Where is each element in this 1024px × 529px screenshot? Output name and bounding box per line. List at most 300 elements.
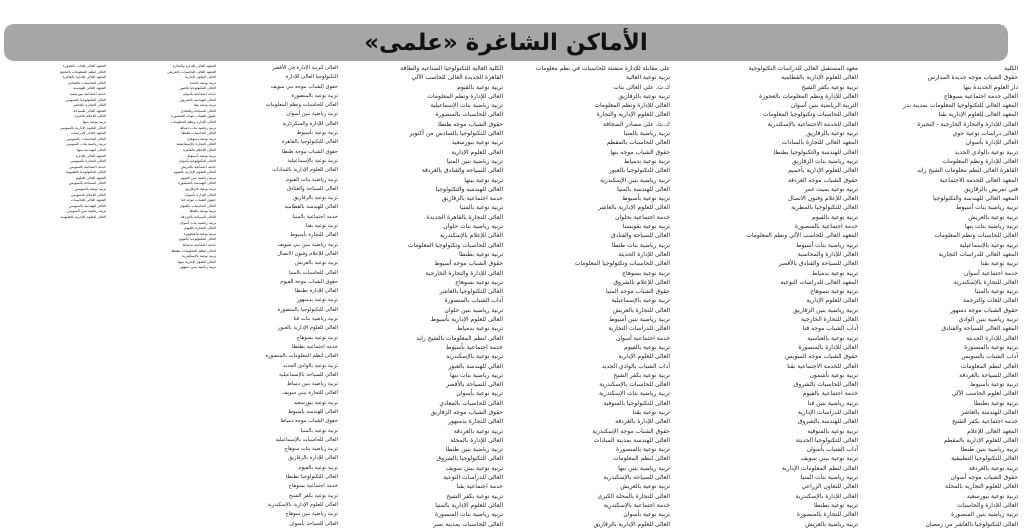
vacancy-line: تربية نوعية بالزقازيق bbox=[184, 187, 216, 192]
vacancy-line: العالى للتكنولوجيا بالعبور bbox=[179, 86, 216, 91]
vacancy-line: تربية نوعية ببنها bbox=[464, 176, 503, 184]
vacancy-line: العالى للتكنولوجيا بالسويس bbox=[65, 97, 106, 102]
vacancy-line: تربية نوعية بأسيوط bbox=[296, 130, 338, 137]
vacancy-line: ك.ث. على مصادر الصحافة bbox=[603, 120, 670, 128]
vacancy-line: تربية نوعية بالفيوم bbox=[624, 343, 670, 351]
vacancy-line: تربية نوعية بالوادي الجديد bbox=[954, 148, 1018, 156]
vacancy-line: العالى لنظم المعلومات bbox=[960, 362, 1018, 370]
vacancy-line: المعهد العالى للتكنولوجيا المعلومات بمدينة بدر bbox=[903, 102, 1018, 110]
vacancy-line: تربية نوعية بالغردقة bbox=[968, 464, 1018, 472]
vacancy-line: خدمة اجتماعية بأسيوط bbox=[445, 343, 503, 351]
vacancy-line: العالى لنظم المعلومات bbox=[612, 455, 670, 463]
vacancy-line: العالى لنظم المعلومات بالتجمع bbox=[60, 69, 106, 74]
vacancy-line: العالى للدراسات التجارية bbox=[608, 325, 670, 333]
vacancy-line: العالى للإدارة بالمحلة bbox=[450, 436, 503, 444]
vacancy-line: العالى للهندسة بمدينة السادات bbox=[593, 436, 670, 444]
vacancy-line: تربية رياضية بنين سوهاج bbox=[285, 511, 338, 518]
vacancy-line: تربية نوعية بالعريش bbox=[620, 483, 670, 491]
vacancy-line: العالى للإدارة بطنطا bbox=[294, 288, 338, 295]
vacancy-line: العالى للحاسبات بالإسكندرية bbox=[599, 381, 670, 389]
vacancy-line: العالى للتجارة ببني سويف bbox=[282, 390, 338, 397]
vacancy-line: العالى للإدارة بالغردقة bbox=[615, 418, 670, 426]
vacancy-line: تربية رياضية بنين أسيوط bbox=[609, 316, 670, 324]
vacancy-line: العالى للإدارة بالإسكندرية bbox=[795, 492, 858, 500]
vacancy-line: العالى للحاسبات بالفيوم bbox=[180, 203, 216, 208]
vacancy-line: العالى للتجارة بالإسماعيلية bbox=[176, 142, 216, 147]
vacancy-line: العالى للإدارة ونظم المعلومات bbox=[170, 119, 216, 124]
vacancy-line: تربية رياضية بنات الزقازيق bbox=[792, 157, 858, 165]
vacancy-line: على مقابلة للإدارة منشئة للحاسبات في نظم معلومات bbox=[535, 65, 670, 72]
vacancy-line: خدمة اجتماعية بالعريش bbox=[180, 164, 216, 169]
vacancy-column bbox=[510, 64, 670, 528]
vacancy-line: المعهد العالى للسياحة والفنادق bbox=[941, 325, 1018, 333]
vacancy-line: خدمة اجتماعية بقنا bbox=[456, 483, 503, 491]
vacancy-line: حقوق الشباب موجه أسيوط bbox=[434, 260, 503, 268]
vacancy-line: الكلية bbox=[1004, 65, 1018, 72]
vacancy-line: تربية نوعية بالمنيا bbox=[974, 288, 1018, 296]
vacancy-line: العالى للتكنولوجيا بالقاهرة bbox=[281, 139, 338, 146]
vacancy-line: تربية نوعية بسوهاج bbox=[810, 288, 858, 296]
vacancy-line: تربية رياضية بنين أسوان bbox=[286, 111, 338, 118]
vacancy-line: العالى للإدارة الحديثة bbox=[966, 334, 1018, 342]
vacancy-line: آداب الشباب بالسويس bbox=[961, 353, 1018, 361]
vacancy-line: العالى للتكنولوجيا الحديثة bbox=[795, 436, 858, 444]
vacancy-line: خدمة اجتماعية ببورسعيد bbox=[69, 91, 106, 96]
vacancy-line: العالى للعلوم الإدارية بالقليوبية bbox=[60, 215, 106, 220]
vacancy-line: خدمة اجتماعية بالمنصورة bbox=[794, 223, 858, 231]
vacancy-line: العالى للعلوم الإدارية بالعبور bbox=[277, 325, 338, 332]
vacancy-line: العالى للتكنولوجيا بالعبور bbox=[608, 167, 670, 175]
vacancy-line: العالى لنظم المعلومات بالشيخ زايد bbox=[416, 334, 503, 342]
vacancy-line: العالى للإدارة ونظم المعلومات بالعجوزة bbox=[759, 92, 858, 100]
vacancy-line: تربية رياضية بنين الإسكندرية bbox=[600, 176, 670, 184]
vacancy-line: المعهد العالى للإدارة bbox=[75, 153, 106, 158]
vacancy-line: العالى للسياحة والفنادق بالأقصر bbox=[778, 260, 858, 268]
vacancy-line: تربية نوعية بميت غمر bbox=[804, 185, 858, 193]
vacancy-line: العالى للإدارة ونظم المعلومات bbox=[427, 92, 503, 100]
vacancy-line: تربية نوعية بطنطا bbox=[458, 250, 503, 258]
vacancy-line: العالى للغات والترجمة bbox=[963, 297, 1018, 305]
vacancy-line: تربية نوعية بالمنيا bbox=[190, 80, 216, 85]
vacancy-line: تربية نوعية ببنها bbox=[82, 119, 106, 124]
vacancy-line: تربية نوعية بالإسكندرية bbox=[181, 254, 216, 259]
vacancy-line: آداب الشباب بالوادي الجديد bbox=[601, 362, 670, 370]
vacancy-line: العالى للهندسة بالمنصورة bbox=[177, 181, 216, 186]
vacancy-line: تربية نوعية بسوهاج bbox=[296, 334, 338, 341]
vacancy-line: العالى للحاسبات بالمعادي bbox=[67, 80, 106, 85]
vacancy-line: حقوق الشباب موجه طنطا bbox=[281, 148, 338, 155]
vacancy-line: تربية رياضية بنين الفيوم bbox=[180, 175, 216, 180]
vacancy-line: تربية نوعية ببورسعيد bbox=[451, 139, 503, 147]
vacancy-line: العالى للإعلام وفنون الاتصال bbox=[277, 250, 338, 257]
vacancy-line: حقوق الشباب موجه قنا bbox=[181, 198, 216, 203]
vacancy-line: العالى للتكنولوجيا بأسوان bbox=[178, 159, 216, 164]
vacancy-line: العالى للإدارة بأسوان bbox=[184, 192, 216, 197]
vacancy-line: العالى للإعلام بالقاهرة bbox=[183, 147, 216, 152]
vacancy-line: العالى للحاسبات بالإسماعيلية bbox=[275, 436, 338, 443]
vacancy-line: العالى للعلوم الإدارية بالقطامية bbox=[781, 74, 858, 82]
vacancy-line: المعهد العالى للغات بالعجوزة bbox=[62, 64, 106, 68]
vacancy-line: تربية رياضية بنين الوادي bbox=[958, 316, 1018, 324]
vacancy-line: حقوق الشباب موجه بنها bbox=[610, 148, 670, 156]
vacancy-line: ك.ث. على العالى بنات bbox=[613, 83, 670, 91]
vacancy-line: العالى للعلوم الإدارية bbox=[806, 297, 858, 305]
vacancy-line: حقوق الشباب موجه الغردقة bbox=[787, 176, 858, 184]
vacancy-line: تربية نوعية بالإسماعيلية bbox=[287, 157, 338, 164]
vacancy-line: العالى للخدمة الاجتماعية بقنا bbox=[787, 362, 858, 370]
vacancy-line: تربية نوعية بالمنصورة bbox=[616, 446, 670, 454]
vacancies-columns bbox=[0, 64, 1024, 528]
vacancy-line: المعهد العالى للهندسة bbox=[73, 86, 106, 91]
vacancy-line: العالى للتجارة بالمنصورة bbox=[796, 511, 858, 519]
vacancy-line: العالى للتكنولوجيا بالمنوفية bbox=[603, 399, 670, 407]
vacancy-line: العالى للعلوم الإدارية bbox=[618, 353, 670, 361]
vacancy-line: تربية نوعية بالغردقة bbox=[453, 427, 503, 435]
vacancy-line: العالى للعلوم الإدارية بالسويس bbox=[60, 125, 106, 130]
vacancy-line: تربية نوعية ببورسعيد bbox=[966, 492, 1018, 500]
vacancy-line: تربية نوعية بكفر الشيخ bbox=[613, 371, 670, 379]
vacancy-line: العالى للهندسة بالعاشر bbox=[960, 408, 1018, 416]
vacancy-line: العالى للحاسبات بالمنيا bbox=[288, 269, 338, 276]
vacancy-line: العالى للإدارة والسكرتارية bbox=[282, 120, 338, 127]
vacancy-line: خدمة اجتماعية بالمنيا bbox=[292, 213, 338, 220]
vacancy-line: معهد المستقبل العالى للدراسات التكنولوجية bbox=[748, 65, 858, 72]
vacancy-line: المعهد العالى للدراسات bbox=[70, 131, 106, 136]
vacancy-column bbox=[112, 64, 216, 519]
vacancy-line: تربية رياضية بنات بنها bbox=[965, 223, 1018, 231]
vacancy-line: العالى للهندسة ببنها bbox=[76, 147, 106, 152]
vacancy-line: المعهد العالى للخدمة الاجتماعية bbox=[939, 176, 1018, 184]
vacancy-line: تربية نوعية بالإسماعيلية bbox=[611, 297, 670, 305]
vacancy-line: العالى للعلوم الإدارية والتجارة bbox=[596, 111, 670, 119]
vacancy-line: المعهد العالى للحاسب الآلي ونظم المعلومات bbox=[746, 232, 858, 240]
vacancy-line: المعهد العالى للعلوم bbox=[75, 175, 106, 180]
vacancy-line: المعهد العالى للإدارة بالقاهرة bbox=[62, 75, 106, 80]
vacancy-line: العالى للتجارة بأسيوط bbox=[290, 232, 338, 239]
vacancy-line: العالى للحاسبات ونظم المعلومات bbox=[934, 232, 1018, 240]
vacancy-line: التكنولوجيا العالى للإدارة bbox=[285, 74, 338, 81]
vacancy-line: العالى للعلوم الإدارية bbox=[451, 148, 503, 156]
vacancy-line: تربية رياضية بنين المنيا bbox=[446, 157, 503, 165]
vacancy-line: حقوق الشباب موجه جديدة المدارس bbox=[927, 74, 1018, 82]
vacancy-line: القاهرة الجديدة العالى للحاسب الآلي bbox=[411, 74, 503, 82]
vacancy-line: العالى للإعلام بالسويس bbox=[71, 192, 106, 197]
vacancy-line: تربية نوعية بسوهاج bbox=[187, 136, 216, 141]
vacancy-line: العالى للعلوم الإدارية ببنها bbox=[178, 259, 216, 264]
vacancy-line: تربية نوعية بالعريش bbox=[968, 213, 1018, 221]
vacancy-line: تربية نوعية بالمنصورة bbox=[183, 231, 216, 236]
vacancy-line: العالى للإدارة والمحاسبة bbox=[797, 250, 858, 258]
vacancy-line: تربية رياضية بنين بني سويف bbox=[277, 241, 338, 248]
vacancy-line: العالى للإدارة بالمنصورة bbox=[798, 343, 858, 351]
vacancy-line: العالى للإدارة والتجارة الخارجية - البحيرة bbox=[917, 120, 1018, 128]
vacancy-line: العالى للتجارة بالمحلة الكبرى bbox=[597, 492, 670, 500]
vacancy-line: العالى للإعلام بالجيزة bbox=[74, 114, 106, 119]
vacancy-line: المعهد العالى للدراسات التجارية bbox=[938, 250, 1018, 258]
vacancy-line: تربية نوعية بأسيوط bbox=[622, 195, 670, 203]
vacancy-line: العالى للتكنولوجيا بطنطا bbox=[286, 474, 338, 481]
vacancy-line: تربية نوعية العالية bbox=[626, 74, 670, 82]
vacancy-line: الكلية العالية للتكنولوجيا الصناعية والطاقة bbox=[400, 65, 503, 72]
vacancy-line: العالى للهندسة بالشروق bbox=[797, 418, 858, 426]
vacancy-line: حقوق الشباب موجه الفيوم bbox=[280, 278, 338, 285]
vacancy-line: العالى للإعلام بالإسكندرية bbox=[439, 232, 503, 240]
vacancy-line: تربية نوعية بالزقازيق bbox=[293, 195, 338, 202]
vacancy-line: العالى للتجارة بدمنهور bbox=[448, 418, 503, 426]
vacancy-line: خدمة اجتماعية بالزقازيق bbox=[441, 195, 503, 203]
vacancy-line: تربية نوعية بدمياط bbox=[623, 157, 670, 165]
vacancy-line: تربية نوعية بأسوان bbox=[623, 511, 670, 519]
vacancy-line: تربية رياضية بنات الإسكندرية bbox=[598, 390, 670, 398]
vacancy-line: العالى للتجارة بالسويس bbox=[70, 159, 106, 164]
vacancy-line: العالى للتجارة بالقاهرة الجديدة bbox=[426, 213, 503, 221]
page-title: الأماكن الشاغرة «علمى» bbox=[364, 29, 648, 56]
vacancy-line: تربية نوعية بالفيوم bbox=[298, 464, 338, 471]
vacancy-line: تربية رياضية بنات حلوان bbox=[443, 223, 503, 231]
vacancy-line: العالى للحاسبات وتكنولوجيا المعلومات bbox=[574, 260, 670, 268]
vacancy-line: العالى للسياحة بالغردقة bbox=[959, 371, 1018, 379]
vacancy-line: تربية رياضية بنين طنطا bbox=[960, 446, 1018, 454]
vacancy-line: العالى للسياحة بالإسماعيلية bbox=[278, 371, 338, 378]
vacancy-line: العالى للسياحة والفنادق bbox=[287, 185, 338, 192]
vacancy-line: حقوق الشباب موجه المنصورة bbox=[171, 114, 216, 119]
vacancy-line: المعهد العالى للحاسبات بالعريش bbox=[167, 69, 216, 74]
vacancy-column bbox=[866, 64, 1018, 528]
vacancy-line: العالى للتكنولوجيا بالعاشر من رمضان bbox=[925, 520, 1018, 528]
vacancy-line: القاهرة العالى لنظم معلومات الشيخ زايد bbox=[917, 167, 1018, 175]
vacancy-line: العالى للتجارة بالإسكندرية bbox=[953, 278, 1018, 286]
vacancy-line: تربية رياضية بنات الإسماعيلية bbox=[430, 102, 503, 110]
vacancy-line: العالى للخدمة الاجتماعية بالإسكندرية bbox=[767, 120, 858, 128]
vacancy-line: تربية نوعية بأشمون bbox=[809, 371, 858, 379]
vacancy-line: خدمة اجتماعية بأسوان bbox=[182, 91, 216, 96]
vacancy-line: العالى للعلوم الإدارية بالإسكندرية bbox=[267, 501, 338, 508]
vacancy-column bbox=[2, 64, 106, 519]
vacancy-line: خدمة اجتماعية بالإسكندرية bbox=[603, 501, 670, 509]
vacancy-line: العالى للدراسات الإدارية bbox=[797, 408, 858, 416]
vacancy-line: العالى للعلوم الإدارية بالسادات bbox=[272, 167, 338, 174]
vacancy-line: حقوق الشباب موجه بني سويف bbox=[270, 83, 338, 90]
vacancy-line: تربية رياضية بنين حلوان bbox=[444, 306, 503, 314]
vacancy-line: العالى للحاسبات بالمعادي bbox=[439, 399, 503, 407]
vacancy-line: تربية نوعية بقنا bbox=[193, 103, 216, 108]
vacancy-line: خدمة اجتماعية أسوان bbox=[963, 269, 1018, 277]
vacancy-line: العالى للسياحة بالسويس bbox=[69, 181, 106, 186]
vacancy-line: العالى للحاسبات ونظم المعلومات bbox=[265, 102, 338, 109]
vacancy-line: حقوق الشباب موجه المنيا bbox=[605, 288, 670, 296]
vacancy-line: تربية نوعية بالزقازيق bbox=[806, 130, 858, 138]
vacancy-line: خدمة اجتماعية بدمياط bbox=[182, 243, 216, 247]
vacancy-line: العالى للتكنولوجيا بالسادس من أكتوبر bbox=[409, 130, 503, 138]
vacancy-line: العالى للهندسة بأسيوط bbox=[288, 408, 338, 415]
vacancy-line: تربية نوعية بالإسكندرية bbox=[446, 353, 503, 361]
vacancy-line: تربية نوعية بالزقازيق bbox=[618, 92, 670, 100]
vacancy-line: العالى للحاسبات بالسويس bbox=[66, 136, 106, 141]
vacancy-line: تربية رياضية بالعريش bbox=[805, 520, 858, 528]
vacancy-line: العالى للهندسة والتكنولوجيا bbox=[435, 185, 503, 193]
vacancy-line: تربية نوعية بطنطا bbox=[813, 501, 858, 509]
vacancy-line: العالى لعلوم الحاسب الآلي bbox=[951, 390, 1018, 398]
vacancy-line: تربية نوعية بدمياط bbox=[811, 269, 858, 277]
vacancy-line: العالى للهندسة بالعبور bbox=[448, 362, 503, 370]
vacancy-line: تربية رياضية بنات أسوان bbox=[179, 220, 216, 225]
vacancy-line: تربية رياضية بنات بنها bbox=[450, 371, 503, 379]
vacancy-line: العالى للسياحة بالإسكندرية bbox=[603, 474, 670, 482]
vacancy-line: العالى للحاسبات بالمقطم bbox=[606, 139, 670, 147]
vacancy-line: العالى للتكنولوجيا بالمنصورة bbox=[277, 306, 338, 313]
vacancy-line: العالى للعلوم الإدارية بالعاشر bbox=[598, 204, 670, 212]
vacancy-line: المعهد العالى للهندسة والتكنولوجيا bbox=[932, 195, 1018, 203]
vacancy-line: تربية نوعية بأسيوط bbox=[970, 381, 1018, 389]
vacancy-line: العالى للعلوم الإدارية بأسيوط bbox=[430, 316, 503, 324]
vacancy-line: العالى للعلوم الإدارية بالفيوم bbox=[173, 170, 216, 175]
vacancy-line: تربية نوعية بالمنوفية bbox=[807, 427, 858, 435]
vacancy-line: تربية نوعية بسوهاج bbox=[622, 269, 670, 277]
vacancy-line: العالى للسياحة والفنادق بالغردقة bbox=[421, 167, 503, 175]
vacancy-line: آداب الشباب بأسوان bbox=[806, 446, 858, 454]
vacancy-line: تربية نوعية بقنا bbox=[305, 223, 338, 230]
vacancy-line: آداب الشباب موجه قنا bbox=[802, 325, 858, 333]
vacancy-line: تربية نوعية ببني سويف bbox=[800, 455, 858, 463]
vacancy-line: تربية نوعية بقنا bbox=[632, 408, 670, 416]
vacancy-line: العالى للإعلام وفنون الاتصال bbox=[787, 195, 858, 203]
vacancy-line: العالى للهندسة والتكنولوجيا بطنطا bbox=[773, 148, 858, 156]
vacancy-line: العالى للحاسبات وتكنولوجيا المعلومات bbox=[762, 111, 858, 119]
vacancy-line: العالى للتجارة بالعريش bbox=[612, 306, 670, 314]
vacancy-line: دار العلوم الجديدة بنها bbox=[963, 83, 1018, 91]
vacancy-line: المعهد العالى للإعلام bbox=[967, 427, 1018, 435]
vacancy-line: حقوق الشباب موجه طنطا bbox=[438, 120, 503, 128]
vacancy-line: العالى للسياحة بالغردقة bbox=[180, 215, 216, 220]
vacancy-line: تربية نوعية بأسيوط bbox=[187, 153, 216, 158]
vacancy-line: حقوق الشباب موجه السويس bbox=[785, 353, 858, 361]
vacancy-line: العالى للدراسات النوعية bbox=[443, 474, 503, 482]
vacancy-line: العالى لنظم المعلومات بالمنصورة bbox=[265, 353, 338, 360]
vacancy-line: العالى للتعاون الزراعي bbox=[801, 483, 858, 491]
vacancy-line: العالى للإدارة ونظم المعلومات bbox=[942, 157, 1018, 165]
vacancy-line: العالى خدمة اجتماعية بسوهاج bbox=[943, 92, 1018, 100]
vacancy-line: تربية رياضية بنات المنيا bbox=[800, 474, 858, 482]
vacancy-line: العالى دراسات نوعية جوي bbox=[952, 130, 1018, 138]
vacancy-line: المعهد العالى للحاسبات bbox=[70, 198, 106, 203]
vacancy-line: العالى للسياحة والفنادق bbox=[611, 232, 670, 240]
vacancy-column bbox=[678, 64, 858, 528]
vacancy-line: حقوق الشباب موجه الإسكندرية bbox=[592, 427, 670, 435]
vacancy-line: حقوق الشباب موجه أسوان bbox=[950, 474, 1018, 482]
vacancy-line: تربية رياضية بنين دمنهور bbox=[179, 265, 216, 270]
vacancy-line: تربية نوعية بالعريش bbox=[295, 260, 338, 267]
vacancy-line: العالى للإدارة بالزقازيق bbox=[288, 455, 338, 462]
vacancy-line: تربية رياضية بنين بنها bbox=[618, 464, 670, 472]
vacancy-line: تربية نوعية بالمنصورة bbox=[964, 343, 1018, 351]
vacancy-line: العالى للسياحة بالأقصر bbox=[446, 381, 503, 389]
vacancy-line: العالى للهندسة بالسويس bbox=[69, 203, 106, 208]
vacancy-line: تربية نوعية بقويسنا bbox=[622, 223, 670, 231]
vacancy-line: المعهد العالى للإدارة والتجارة bbox=[172, 64, 216, 68]
vacancy-line: العالى للحاسبات وتكنولوجيا المعلومات bbox=[407, 241, 503, 249]
vacancy-line: تربية نوعية بطنطا bbox=[973, 399, 1018, 407]
vacancy-line: العالى للتجارة بالعاشر bbox=[73, 103, 106, 108]
vacancy-line: العالى للعلوم الإدارية بالزقازيق bbox=[593, 520, 670, 528]
vacancy-line: تربية نوعية بالفيوم bbox=[457, 83, 503, 91]
vacancy-line: العالى للسياحة بأسوان bbox=[289, 520, 338, 527]
vacancy-line: تربية رياضية بنات قنا bbox=[293, 316, 338, 323]
vacancy-line: العالى للتجارة بالفيوم bbox=[184, 226, 216, 231]
vacancy-line: العالى للإدارة والتجارة الخارجية bbox=[425, 269, 503, 277]
vacancy-line: العالى للعلوم التجارية بالمحلة bbox=[945, 483, 1018, 491]
vacancy-line: تربية نوعية بسوهاج bbox=[455, 278, 503, 286]
vacancy-line: تربية نوعية بقنا bbox=[980, 260, 1018, 268]
vacancy-line: العالى للتكنولوجيا بالقليوبية bbox=[65, 170, 106, 175]
vacancy-line: تربية رياضية بنات دمياط bbox=[180, 125, 216, 130]
vacancy-line: تربية نوعية ببورسعيد bbox=[293, 399, 338, 406]
vacancy-column bbox=[222, 64, 338, 527]
vacancy-line: العالى للعلوم الإدارية bbox=[185, 75, 216, 80]
vacancy-line: العالى للإعلام بالشروق bbox=[613, 278, 670, 286]
vacancy-line: العالى للتكنولوجيا بالفيوم bbox=[178, 237, 216, 242]
vacancy-line: حقوق الشباب موجه دمياط bbox=[280, 418, 338, 425]
vacancy-line: تربية نوعية بدمياط bbox=[456, 325, 503, 333]
vacancy-line: العالى للإدارة ونظم المعلومات bbox=[594, 102, 670, 110]
vacancy-line: العالى للتجارة الخارجية bbox=[800, 316, 858, 324]
vacancy-line: خدمة اجتماعية بكفر الشيخ bbox=[952, 418, 1018, 426]
vacancy-line: خدمة اجتماعية بطنطا bbox=[291, 343, 338, 350]
vacancy-line: العالى للإدارة الحديثة bbox=[618, 250, 670, 258]
vacancy-line: تربية رياضية بنات المنصورة bbox=[435, 511, 503, 519]
vacancy-line: العالى للحاسبات بمدينة نصر bbox=[433, 520, 503, 528]
vacancy-line: العالى للتكنولوجيا التطبيقية bbox=[951, 455, 1018, 463]
vacancy-line: العالى للعلوم الإدارية بالمنيا bbox=[435, 501, 503, 509]
vacancy-line: تربية نوعية بكفر الشيخ bbox=[289, 492, 338, 499]
vacancy-line: العالى للهندسة بالقطامية bbox=[284, 204, 338, 211]
vacancy-line: تربية نوعية بالإسماعيلية bbox=[959, 241, 1018, 249]
vacancy-line: تربية رياضية بنين السويس bbox=[67, 209, 106, 214]
vacancy-line: تربية نوعية بطنطا bbox=[189, 209, 216, 214]
title-banner bbox=[4, 24, 1008, 61]
vacancy-line: العالى للحاسبات بالمنصورة bbox=[435, 111, 503, 119]
vacancy-line: تربية نوعية بأسوان bbox=[456, 390, 503, 398]
vacancy-line: العالى للسياحة والفنادق bbox=[180, 108, 216, 113]
vacancy-line: تربية رياضية بنين المنصورة bbox=[951, 511, 1018, 519]
vacancy-line: تربية نوعية ببني سويف bbox=[445, 464, 503, 472]
vacancy-line: المعهد العالى للدراسات النوعية bbox=[780, 278, 858, 286]
vacancy-line: تربية نوعية بالمنيا bbox=[300, 427, 338, 434]
vacancy-line: تربية نوعية بالمنيا bbox=[459, 204, 503, 212]
vacancy-line: العالى لنظم المعلومات الإدارية bbox=[781, 464, 858, 472]
vacancy-line: تربية رياضية بنات الفيوم bbox=[286, 176, 338, 183]
vacancy-line: العالى للهندسة بالمنيا bbox=[617, 185, 670, 193]
vacancy-line: المعهد العالى للعلوم الإدارية بقنا bbox=[938, 111, 1018, 119]
vacancy-column bbox=[343, 64, 503, 528]
vacancy-line: خدمة اجتماعية بالسويس bbox=[69, 164, 106, 169]
vacancy-line: آداب الشباب بالمنصورة bbox=[444, 297, 503, 305]
vacancy-line: العالى للحاسبات بالشروق bbox=[793, 381, 858, 389]
vacancy-line: العالى للعلوم الإدارية بأخميم bbox=[788, 167, 858, 175]
vacancy-line: تربية رياضية بنات طنطا bbox=[611, 241, 670, 249]
vacancy-line: تربية رياضية بنات السويس bbox=[66, 142, 106, 147]
vacancy-line: العالى للتكنولوجيا بالشروق bbox=[436, 455, 503, 463]
vacancy-line: تربية نوعية بالوادي الجديد bbox=[283, 362, 338, 369]
vacancy-line: تربية رياضية بالمنيا bbox=[623, 130, 670, 138]
vacancy-line: العالى للحاسبات بطنطا bbox=[181, 131, 216, 136]
vacancy-line: تربية رياضية بنين طنطا bbox=[445, 446, 503, 454]
vacancy-line: تربية نوعية بكفر الشيخ bbox=[446, 492, 503, 500]
vacancy-line: تربية نوعية بالعباسية bbox=[807, 334, 858, 342]
vacancy-line: خدمة اجتماعية أسوان bbox=[615, 334, 670, 342]
vacancy-line: العالى للعلوم الإدارية بالمقطم bbox=[943, 436, 1018, 444]
vacancy-line: خدمة اجتماعية بالفيوم bbox=[802, 390, 858, 398]
vacancy-line: تربية رياضية بنات أسيوط bbox=[955, 204, 1018, 212]
